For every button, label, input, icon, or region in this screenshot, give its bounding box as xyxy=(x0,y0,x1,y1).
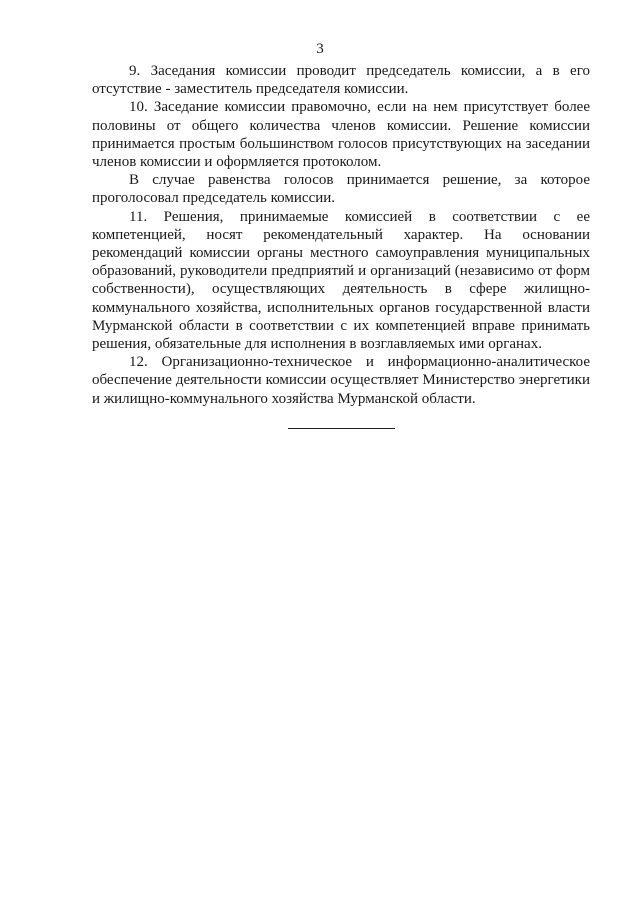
paragraph-12: 12. Организационно-техническое и информационно-аналитическое обеспечение деятельности комиссии осуществляет Министерство энергетики и жилищно-коммунального хозяйства Мурманской области. xyxy=(92,354,590,407)
paragraph-11: 11. Решения, принимаемые комиссией в соответствии с ее компетенцией, носят рекомендательный характер. На основании рекомендаций комиссии органы местного самоуправления муниципальных образований, руководители предприятий и организаций (независимо от форм собственности), осуществляющих деятельность в сфере жилищно-коммунального хозяйства, исполнительных органов государственной власти Мурманской области в соответствии с их компетенцией вправе принимать решения, обязательные для исполнения в возглавляемых ими органах. xyxy=(92,208,590,353)
document-body xyxy=(92,62,590,408)
paragraph-10-tie-rule: В случае равенства голосов принимается решение, за которое проголосовал председатель комиссии. xyxy=(92,172,590,207)
page-number: 3 xyxy=(316,41,324,57)
end-of-document-line xyxy=(288,428,395,429)
paragraph-10: 10. Заседание комиссии правомочно, если на нем присутствует более половины от общего количества членов комиссии. Решение комиссии принимается простым большинством голосов присутствующих на заседании членов комиссии и оформляется протоколом. xyxy=(92,99,590,171)
paragraph-9: 9. Заседания комиссии проводит председатель комиссии, а в его отсутствие - заместитель председателя комиссии. xyxy=(92,63,590,98)
